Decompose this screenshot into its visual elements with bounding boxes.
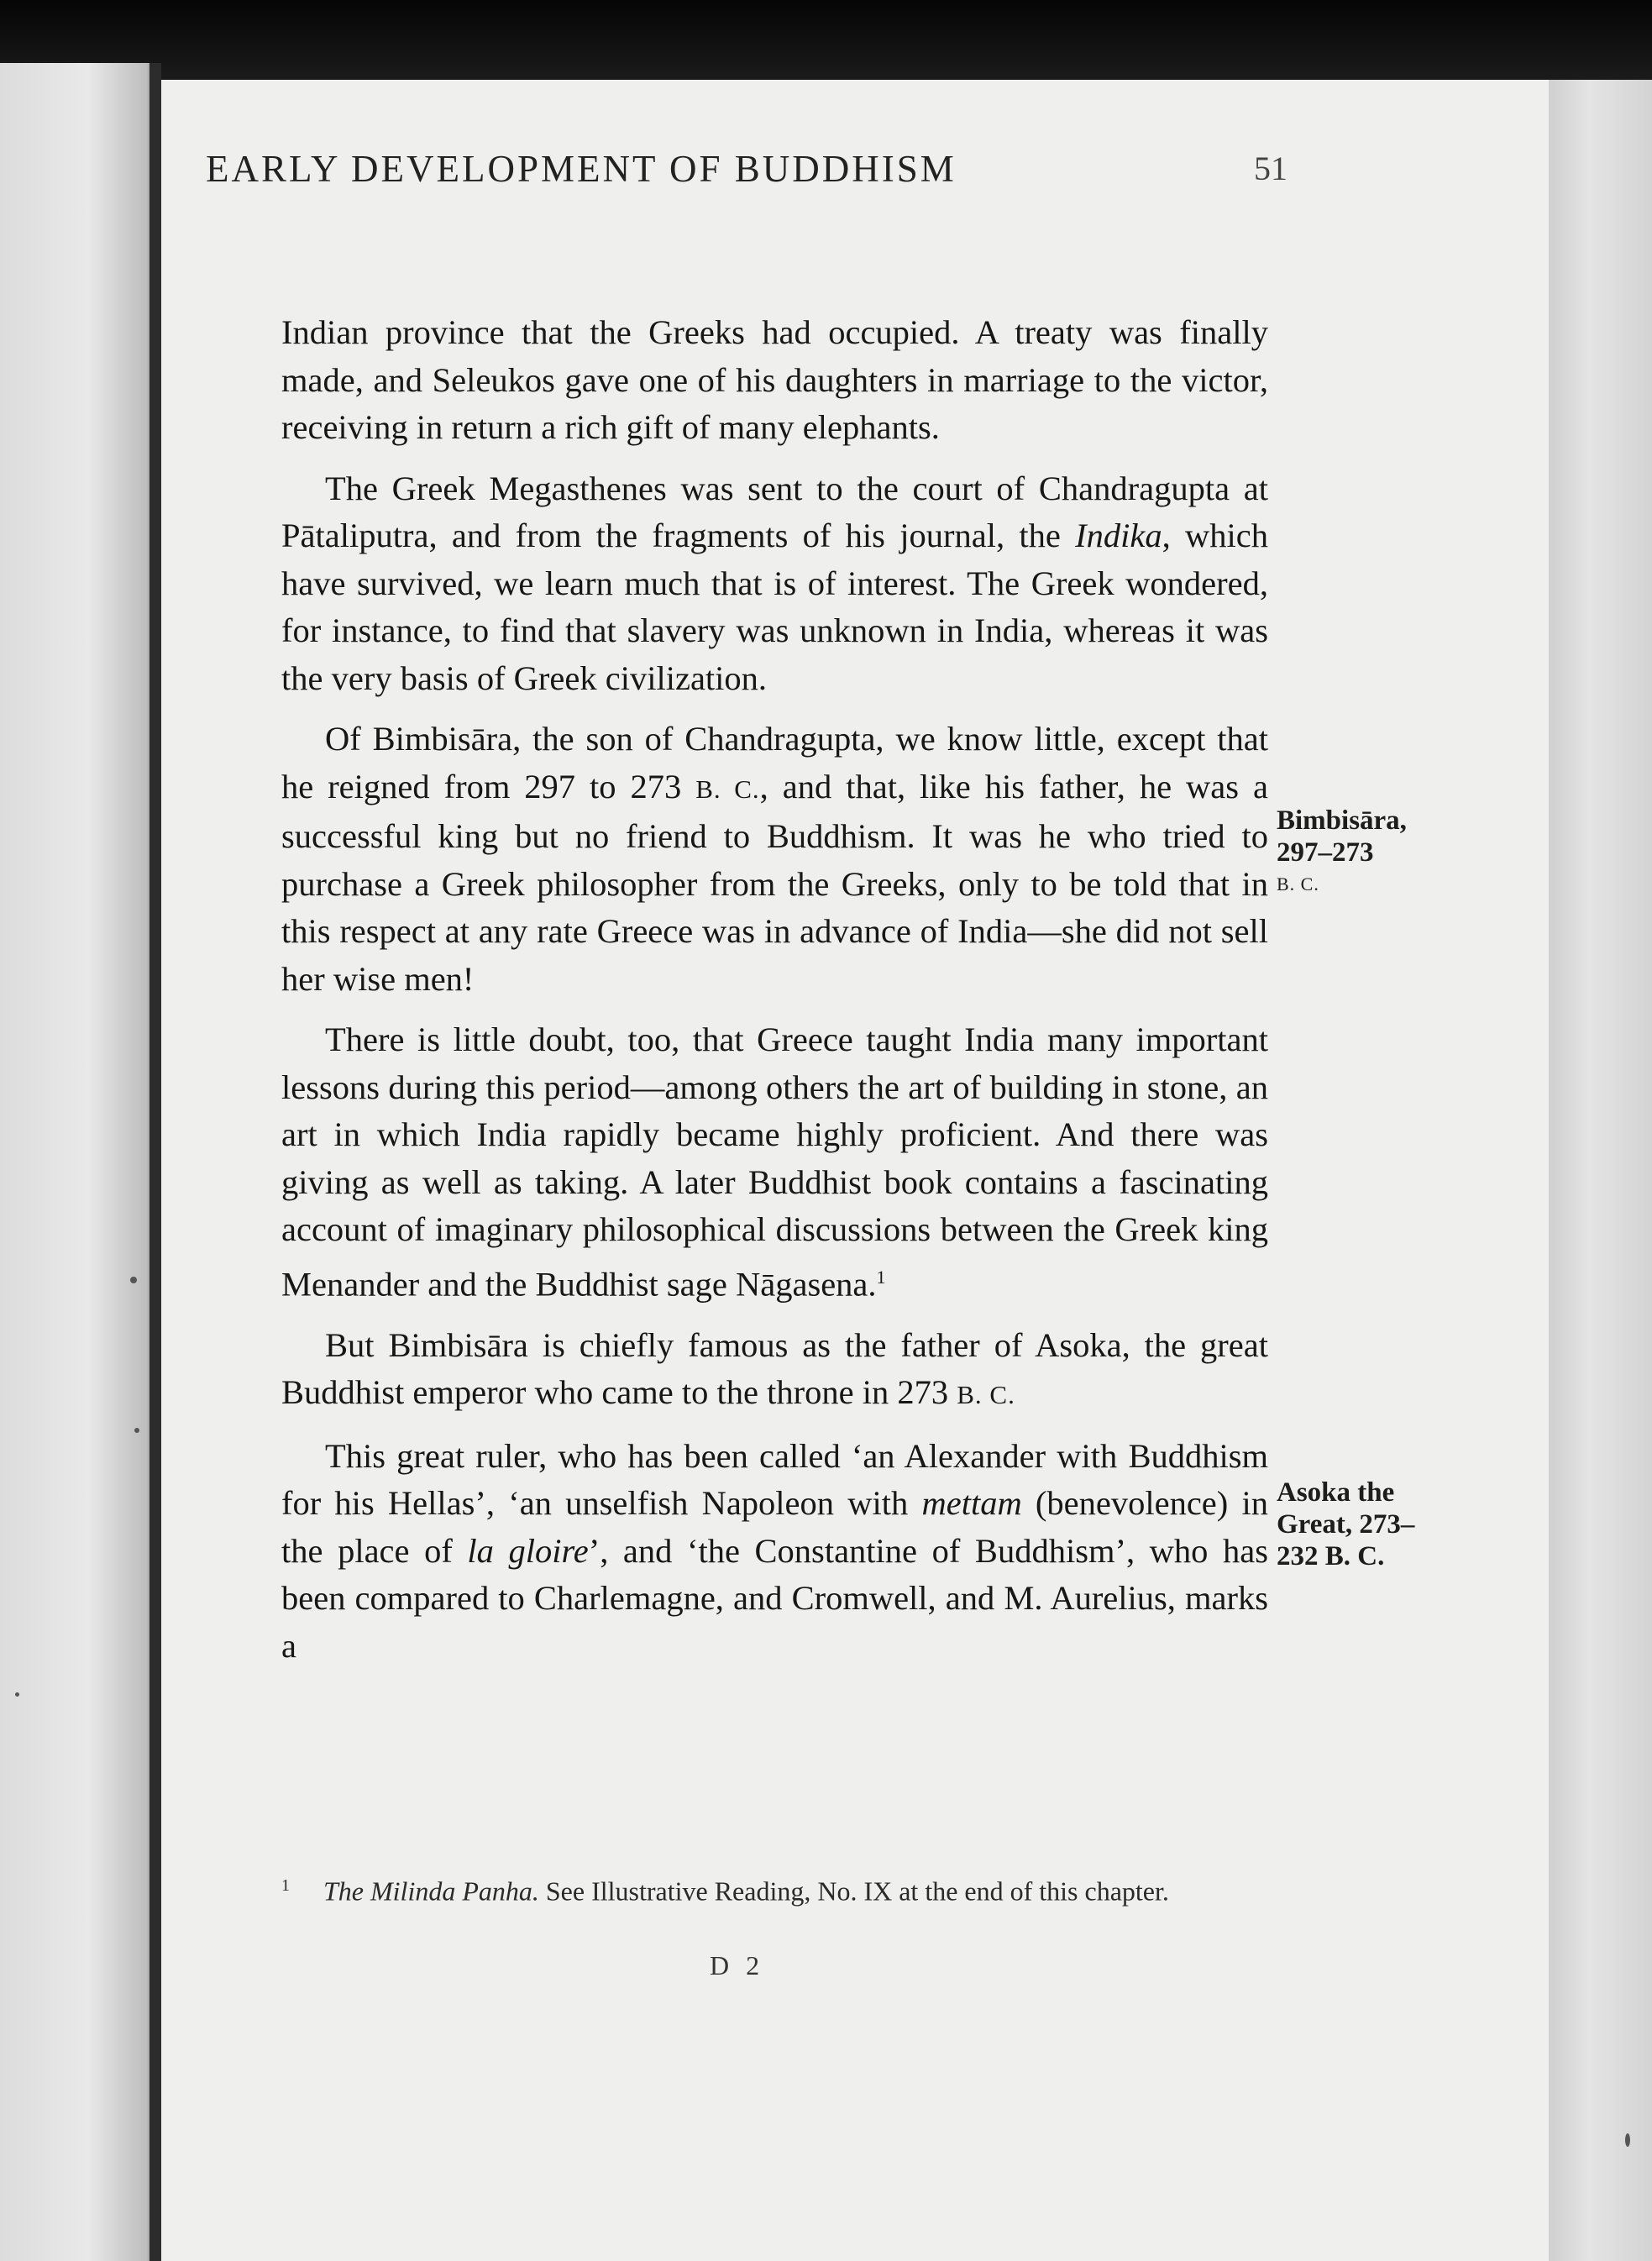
paragraph-6-text-b: (benevolence) in the place of bbox=[281, 1484, 1268, 1570]
book-gutter bbox=[149, 63, 161, 2261]
mettam-term: mettam bbox=[921, 1484, 1022, 1522]
scan-top-border bbox=[0, 0, 1652, 84]
paragraph-2-text-a: The Greek Megasthenes was sent to the court of Chandragupta at Pātaliputra, and from the fragments of his journal, the bbox=[281, 469, 1268, 554]
sidenote-asoka-end: 232 B. C. bbox=[1277, 1541, 1385, 1571]
paragraph-6-text-a: This great ruler, who has been called ‘an Alexander with Buddhism for his Hellas’, ‘an unselfish Napoleon with bbox=[281, 1436, 1268, 1522]
sidenote-asoka bbox=[1277, 1477, 1414, 1572]
paragraph-5 bbox=[281, 1322, 1268, 1419]
paragraph-4 bbox=[281, 1016, 1268, 1309]
scan-speck bbox=[130, 1277, 137, 1283]
sidenote-bimbisara-dates: 297–273 bbox=[1277, 837, 1374, 868]
la-gloire-term: la gloire bbox=[467, 1531, 589, 1570]
sidenote-bimbisara-name: Bimbisāra, bbox=[1277, 805, 1407, 836]
paragraph-2-text-b: , which have survived, we learn much that is of interest. The Greek wondered, for instance, to find that slavery was unknown in India, whereas it was the very basis of Greek civilization. bbox=[281, 517, 1269, 697]
scan-speck bbox=[134, 1428, 139, 1433]
paragraph-5-era: B. C. bbox=[957, 1380, 1015, 1409]
paragraph-6-text-c: ’, and ‘the Constantine of Buddhism’, who has been compared to Charlemagne, and Cromwell, and M. Aurelius, marks a bbox=[281, 1531, 1268, 1665]
facing-page-edge bbox=[0, 63, 160, 2261]
paragraph-3-era: B. C. bbox=[695, 774, 760, 804]
paragraph-2 bbox=[281, 465, 1268, 703]
scan-speck bbox=[15, 1692, 19, 1697]
paragraph-4-text: There is little doubt, too, that Greece taught India many important lessons during this period—among others the art of building in stone, an art in which India rapidly became highly proficient. And there was giving as well as taking. A later Buddhist book contains a fascinating account of imaginary philosophical discussions between the Greek king Menander and the Buddhist sage Nāgasena. bbox=[281, 1020, 1268, 1303]
paragraph-3 bbox=[281, 716, 1268, 1003]
footnote-mark: 1 bbox=[281, 1876, 290, 1895]
paragraph-5-text: But Bimbisāra is chiefly famous as the father of Asoka, the great Buddhist emperor who came to the throne in 273 bbox=[281, 1325, 1268, 1411]
page-right-margin bbox=[1549, 80, 1652, 2261]
paragraph-3-text-a: Of Bimbisāra, the son of Chandragupta, we know little, except that he reigned from 297 to 273 bbox=[281, 720, 1268, 805]
footnote-title: The Milinda Panha. bbox=[323, 1875, 539, 1907]
paragraph-6 bbox=[281, 1433, 1268, 1671]
running-title: EARLY DEVELOPMENT OF BUDDHISM bbox=[206, 148, 957, 190]
printer-signature: D 2 bbox=[710, 1950, 765, 1980]
sidenote-bimbisara bbox=[1277, 805, 1407, 900]
footnote-text: See Illustrative Reading, No. IX at the end of this chapter. bbox=[538, 1875, 1169, 1907]
indika-title: Indika bbox=[1075, 517, 1162, 554]
footnote bbox=[281, 1866, 1256, 1911]
paragraph-3-text-b: , and that, like his father, he was a successful king but no friend to Buddhism. It was he who tried to purchase a Greek philosopher from the Greeks, only to be told that in this respect at any rate Greece was in advance of India—she did not sell her wise men! bbox=[281, 767, 1268, 998]
paragraph-1: Indian province that the Greeks had occupied. A treaty was finally made, and Seleukos gave one of his daughters in marriage to the victor, receiving in return a rich gift of many elephants. bbox=[281, 313, 1268, 446]
footnote-reference: 1 bbox=[876, 1266, 886, 1288]
sidenote-asoka-name: Asoka the bbox=[1277, 1477, 1395, 1508]
page-number: 51 bbox=[1254, 150, 1288, 187]
page-header bbox=[206, 147, 1289, 214]
main-text bbox=[281, 309, 1268, 1683]
sidenote-bimbisara-era: B. C. bbox=[1277, 873, 1319, 894]
scan-speck bbox=[1625, 2133, 1630, 2147]
sidenote-asoka-dates: Great, 273– bbox=[1277, 1509, 1415, 1540]
